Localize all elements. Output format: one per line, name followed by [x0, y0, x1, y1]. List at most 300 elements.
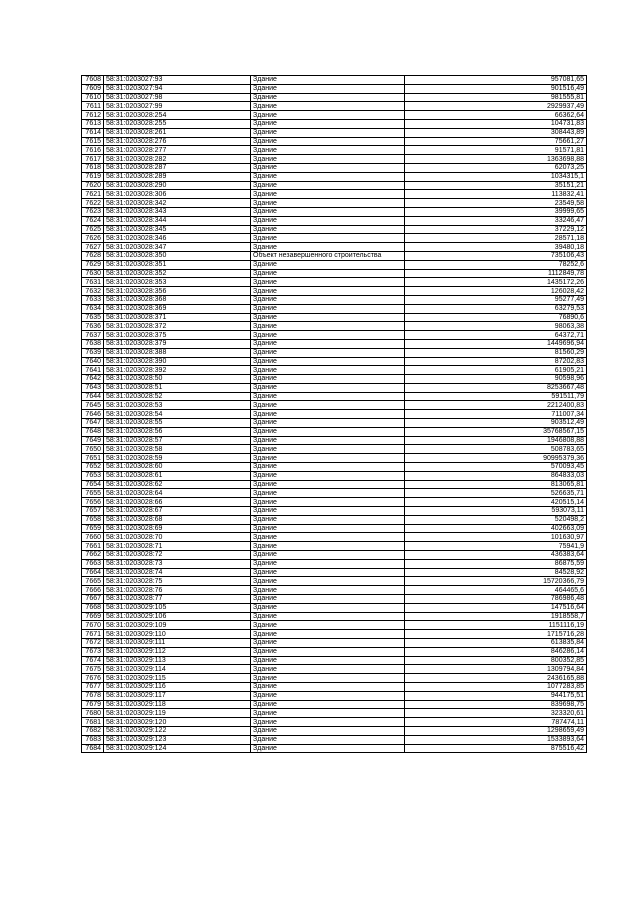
table-row	[82, 251, 587, 260]
cadastral-value: 1363698,88	[405, 155, 587, 164]
row-number: 7640	[82, 357, 104, 366]
cadastral-number: 58:31:0203028:75	[104, 577, 251, 586]
row-number: 7681	[82, 718, 104, 727]
row-number: 7614	[82, 128, 104, 137]
cadastral-value: 1918558,7	[405, 612, 587, 621]
cadastral-number: 58:31:0203027:98	[104, 93, 251, 102]
row-number: 7646	[82, 410, 104, 419]
object-type: Здание	[251, 524, 405, 533]
object-type: Здание	[251, 630, 405, 639]
table-row	[82, 656, 587, 665]
cadastral-number: 58:31:0203028:76	[104, 586, 251, 595]
cadastral-number: 58:31:0203028:352	[104, 269, 251, 278]
row-number: 7647	[82, 419, 104, 428]
cadastral-value: 981555,81	[405, 93, 587, 102]
row-number: 7659	[82, 524, 104, 533]
object-type: Здание	[251, 463, 405, 472]
cadastral-value: 436383,64	[405, 551, 587, 560]
object-type: Здание	[251, 454, 405, 463]
cadastral-value: 526635,71	[405, 489, 587, 498]
table-row	[82, 454, 587, 463]
cadastral-value: 39480,18	[405, 243, 587, 252]
table-row	[82, 524, 587, 533]
cadastral-number: 58:31:0203028:343	[104, 207, 251, 216]
row-number: 7682	[82, 726, 104, 735]
table-row	[82, 331, 587, 340]
cadastral-number: 58:31:0203027:99	[104, 102, 251, 111]
object-type: Здание	[251, 559, 405, 568]
row-number: 7628	[82, 251, 104, 260]
object-type: Здание	[251, 383, 405, 392]
cadastral-number: 58:31:0203028:254	[104, 111, 251, 120]
row-number: 7624	[82, 216, 104, 225]
row-number: 7654	[82, 480, 104, 489]
row-number: 7637	[82, 331, 104, 340]
row-number: 7612	[82, 111, 104, 120]
object-type: Здание	[251, 366, 405, 375]
row-number: 7677	[82, 682, 104, 691]
table-row	[82, 595, 587, 604]
row-number: 7656	[82, 498, 104, 507]
row-number: 7620	[82, 181, 104, 190]
cadastral-value: 87202,83	[405, 357, 587, 366]
table-row	[82, 304, 587, 313]
object-type: Здание	[251, 93, 405, 102]
cadastral-number: 58:31:0203028:342	[104, 199, 251, 208]
object-type: Здание	[251, 76, 405, 85]
row-number: 7610	[82, 93, 104, 102]
cadastral-value: 846286,14	[405, 647, 587, 656]
table-row	[82, 401, 587, 410]
table-row	[82, 463, 587, 472]
cadastral-number: 58:31:0203028:353	[104, 278, 251, 287]
object-type: Здание	[251, 515, 405, 524]
cadastral-value: 593073,11	[405, 507, 587, 516]
row-number: 7633	[82, 295, 104, 304]
table-row	[82, 480, 587, 489]
cadastral-value: 323320,61	[405, 709, 587, 718]
row-number: 7662	[82, 551, 104, 560]
table-row	[82, 489, 587, 498]
cadastral-number: 58:31:0203028:68	[104, 515, 251, 524]
cadastral-value: 875516,42	[405, 744, 587, 753]
cadastral-value: 813065,81	[405, 480, 587, 489]
row-number: 7665	[82, 577, 104, 586]
cadastral-number: 58:31:0203029:115	[104, 674, 251, 683]
row-number: 7630	[82, 269, 104, 278]
row-number: 7642	[82, 375, 104, 384]
table-row	[82, 674, 587, 683]
table-row	[82, 551, 587, 560]
table-row	[82, 542, 587, 551]
object-type: Здание	[251, 339, 405, 348]
cadastral-number: 58:31:0203028:61	[104, 471, 251, 480]
table-row	[82, 278, 587, 287]
row-number: 7667	[82, 595, 104, 604]
cadastral-number: 58:31:0203028:53	[104, 401, 251, 410]
cadastral-number: 58:31:0203028:58	[104, 445, 251, 454]
table-row	[82, 243, 587, 252]
row-number: 7649	[82, 436, 104, 445]
row-number: 7608	[82, 76, 104, 85]
table-row	[82, 348, 587, 357]
cadastral-number: 58:31:0203029:114	[104, 665, 251, 674]
cadastral-value: 1533893,64	[405, 735, 587, 744]
cadastral-number: 58:31:0203028:390	[104, 357, 251, 366]
cadastral-number: 58:31:0203029:124	[104, 744, 251, 753]
object-type: Здание	[251, 181, 405, 190]
table-row	[82, 639, 587, 648]
cadastral-number: 58:31:0203029:119	[104, 709, 251, 718]
table-row	[82, 744, 587, 753]
cadastral-number: 58:31:0203028:289	[104, 172, 251, 181]
table-row	[82, 691, 587, 700]
cadastral-value: 735106,43	[405, 251, 587, 260]
cadastral-number: 58:31:0203028:392	[104, 366, 251, 375]
table-row	[82, 119, 587, 128]
table-row	[82, 507, 587, 516]
table-row	[82, 726, 587, 735]
table-row	[82, 199, 587, 208]
cadastral-value: 308443,89	[405, 128, 587, 137]
cadastral-number: 58:31:0203029:112	[104, 647, 251, 656]
cadastral-value: 8253667,48	[405, 383, 587, 392]
cadastral-value: 786986,48	[405, 595, 587, 604]
cadastral-number: 58:31:0203028:50	[104, 375, 251, 384]
cadastral-number: 58:31:0203028:388	[104, 348, 251, 357]
row-number: 7666	[82, 586, 104, 595]
cadastral-value: 86875,59	[405, 559, 587, 568]
object-type: Здание	[251, 700, 405, 709]
table-row	[82, 410, 587, 419]
object-type: Здание	[251, 234, 405, 243]
cadastral-number: 58:31:0203028:57	[104, 436, 251, 445]
table-row	[82, 287, 587, 296]
table-row	[82, 181, 587, 190]
row-number: 7616	[82, 146, 104, 155]
table-row	[82, 84, 587, 93]
row-number: 7655	[82, 489, 104, 498]
cadastral-number: 58:31:0203028:56	[104, 427, 251, 436]
cadastral-value: 101630,97	[405, 533, 587, 542]
object-type: Здание	[251, 207, 405, 216]
cadastral-number: 58:31:0203028:72	[104, 551, 251, 560]
object-type: Здание	[251, 216, 405, 225]
cadastral-number: 58:31:0203028:276	[104, 137, 251, 146]
cadastral-number: 58:31:0203027:94	[104, 84, 251, 93]
row-number: 7638	[82, 339, 104, 348]
cadastral-number: 58:31:0203028:277	[104, 146, 251, 155]
row-number: 7615	[82, 137, 104, 146]
row-number: 7684	[82, 744, 104, 753]
cadastral-number: 58:31:0203028:255	[104, 119, 251, 128]
cadastral-value: 1715716,28	[405, 630, 587, 639]
cadastral-value: 711007,34	[405, 410, 587, 419]
row-number: 7678	[82, 691, 104, 700]
table-row	[82, 665, 587, 674]
cadastral-value: 35768567,15	[405, 427, 587, 436]
cadastral-number: 58:31:0203028:347	[104, 243, 251, 252]
object-type: Здание	[251, 137, 405, 146]
table-row	[82, 735, 587, 744]
table-row	[82, 375, 587, 384]
table-row	[82, 498, 587, 507]
table-row	[82, 383, 587, 392]
table-row	[82, 172, 587, 181]
cadastral-value: 944175,51	[405, 691, 587, 700]
cadastral-value: 78252,6	[405, 260, 587, 269]
table-row	[82, 515, 587, 524]
row-number: 7625	[82, 225, 104, 234]
cadastral-value: 66362,64	[405, 111, 587, 120]
object-type: Здание	[251, 709, 405, 718]
table-row	[82, 225, 587, 234]
row-number: 7621	[82, 190, 104, 199]
table-row	[82, 366, 587, 375]
object-type: Здание	[251, 436, 405, 445]
cadastral-number: 58:31:0203028:350	[104, 251, 251, 260]
cadastral-value: 63279,53	[405, 304, 587, 313]
table-row	[82, 111, 587, 120]
cadastral-value: 903512,49	[405, 419, 587, 428]
row-number: 7680	[82, 709, 104, 718]
row-number: 7671	[82, 630, 104, 639]
row-number: 7619	[82, 172, 104, 181]
object-type: Здание	[251, 735, 405, 744]
cadastral-value: 37229,12	[405, 225, 587, 234]
row-number: 7648	[82, 427, 104, 436]
cadastral-value: 957081,65	[405, 76, 587, 85]
table-row	[82, 603, 587, 612]
object-type: Здание	[251, 744, 405, 753]
cadastral-value: 64372,71	[405, 331, 587, 340]
object-type: Здание	[251, 612, 405, 621]
object-type: Здание	[251, 480, 405, 489]
row-number: 7651	[82, 454, 104, 463]
cadastral-value: 33246,47	[405, 216, 587, 225]
object-type: Здание	[251, 84, 405, 93]
cadastral-value: 28571,18	[405, 234, 587, 243]
cadastral-value: 591511,79	[405, 392, 587, 401]
table-row	[82, 137, 587, 146]
object-type: Здание	[251, 471, 405, 480]
row-number: 7613	[82, 119, 104, 128]
cadastral-value: 839698,75	[405, 700, 587, 709]
object-type: Здание	[251, 401, 405, 410]
object-type: Здание	[251, 199, 405, 208]
row-number: 7618	[82, 163, 104, 172]
row-number: 7675	[82, 665, 104, 674]
row-number: 7660	[82, 533, 104, 542]
cadastral-number: 58:31:0203028:67	[104, 507, 251, 516]
cadastral-number: 58:31:0203028:64	[104, 489, 251, 498]
cadastral-number: 58:31:0203028:52	[104, 392, 251, 401]
row-number: 7634	[82, 304, 104, 313]
table-row	[82, 260, 587, 269]
row-number: 7644	[82, 392, 104, 401]
cadastral-number: 58:31:0203028:356	[104, 287, 251, 296]
cadastral-number: 58:31:0203028:379	[104, 339, 251, 348]
cadastral-number: 58:31:0203028:369	[104, 304, 251, 313]
cadastral-value: 613835,84	[405, 639, 587, 648]
object-type: Здание	[251, 331, 405, 340]
row-number: 7635	[82, 313, 104, 322]
object-type: Здание	[251, 595, 405, 604]
table-row	[82, 445, 587, 454]
cadastral-number: 58:31:0203029:118	[104, 700, 251, 709]
cadastral-value: 90995379,36	[405, 454, 587, 463]
table-row	[82, 419, 587, 428]
table-row	[82, 102, 587, 111]
cadastral-number: 58:31:0203028:77	[104, 595, 251, 604]
table-row	[82, 700, 587, 709]
cadastral-number: 58:31:0203028:71	[104, 542, 251, 551]
row-number: 7670	[82, 621, 104, 630]
object-type: Здание	[251, 419, 405, 428]
cadastral-number: 58:31:0203028:346	[104, 234, 251, 243]
cadastral-value: 75661,27	[405, 137, 587, 146]
object-type: Здание	[251, 718, 405, 727]
table-row	[82, 190, 587, 199]
cadastral-value: 864833,03	[405, 471, 587, 480]
object-type: Здание	[251, 146, 405, 155]
cadastral-value: 126028,42	[405, 287, 587, 296]
table-row	[82, 269, 587, 278]
cadastral-value: 570093,45	[405, 463, 587, 472]
object-type: Здание	[251, 498, 405, 507]
row-number: 7639	[82, 348, 104, 357]
cadastral-number: 58:31:0203028:290	[104, 181, 251, 190]
cadastral-number: 58:31:0203028:372	[104, 322, 251, 331]
object-type: Здание	[251, 726, 405, 735]
row-number: 7679	[82, 700, 104, 709]
row-number: 7673	[82, 647, 104, 656]
table-row	[82, 427, 587, 436]
object-type: Здание	[251, 172, 405, 181]
object-type: Здание	[251, 533, 405, 542]
cadastral-value: 61905,21	[405, 366, 587, 375]
row-number: 7627	[82, 243, 104, 252]
object-type: Здание	[251, 357, 405, 366]
cadastral-number: 58:31:0203028:66	[104, 498, 251, 507]
table-row	[82, 207, 587, 216]
cadastral-number: 58:31:0203028:282	[104, 155, 251, 164]
object-type: Здание	[251, 621, 405, 630]
table-row	[82, 313, 587, 322]
table-row	[82, 339, 587, 348]
table-row	[82, 568, 587, 577]
table-row	[82, 128, 587, 137]
cadastral-value: 2436165,88	[405, 674, 587, 683]
table-row	[82, 234, 587, 243]
cadastral-number: 58:31:0203028:55	[104, 419, 251, 428]
object-type: Здание	[251, 348, 405, 357]
object-type: Здание	[251, 111, 405, 120]
row-number: 7658	[82, 515, 104, 524]
object-type: Здание	[251, 674, 405, 683]
cadastral-number: 58:31:0203029:111	[104, 639, 251, 648]
cadastral-value: 1435172,26	[405, 278, 587, 287]
row-number: 7622	[82, 199, 104, 208]
object-type: Здание	[251, 551, 405, 560]
table-row	[82, 93, 587, 102]
cadastral-number: 58:31:0203028:51	[104, 383, 251, 392]
table-row	[82, 586, 587, 595]
cadastral-value: 508783,65	[405, 445, 587, 454]
cadastral-value: 104731,83	[405, 119, 587, 128]
row-number: 7664	[82, 568, 104, 577]
cadastral-number: 58:31:0203029:106	[104, 612, 251, 621]
cadastral-number: 58:31:0203028:62	[104, 480, 251, 489]
cadastral-value: 98063,38	[405, 322, 587, 331]
cadastral-value: 1298659,49	[405, 726, 587, 735]
cadastral-number: 58:31:0203028:74	[104, 568, 251, 577]
cadastral-value: 787474,11	[405, 718, 587, 727]
row-number: 7683	[82, 735, 104, 744]
cadastral-value: 464465,6	[405, 586, 587, 595]
table-row	[82, 709, 587, 718]
row-number: 7674	[82, 656, 104, 665]
cadastral-value: 520498,2	[405, 515, 587, 524]
cadastral-number: 58:31:0203029:116	[104, 682, 251, 691]
cadastral-value: 901516,49	[405, 84, 587, 93]
table-row	[82, 621, 587, 630]
cadastral-value: 2212400,83	[405, 401, 587, 410]
cadastral-number: 58:31:0203028:368	[104, 295, 251, 304]
row-number: 7672	[82, 639, 104, 648]
object-type: Здание	[251, 568, 405, 577]
cadastral-value: 76890,6	[405, 313, 587, 322]
object-type: Объект незавершенного строительства	[251, 251, 405, 260]
row-number: 7663	[82, 559, 104, 568]
cadastral-number: 58:31:0203028:351	[104, 260, 251, 269]
object-type: Здание	[251, 163, 405, 172]
table-row	[82, 533, 587, 542]
table-row	[82, 295, 587, 304]
object-type: Здание	[251, 392, 405, 401]
row-number: 7645	[82, 401, 104, 410]
cadastral-value: 62073,25	[405, 163, 587, 172]
object-type: Здание	[251, 155, 405, 164]
cadastral-value: 23549,58	[405, 199, 587, 208]
object-type: Здание	[251, 119, 405, 128]
row-number: 7661	[82, 542, 104, 551]
cadastral-number: 58:31:0203028:345	[104, 225, 251, 234]
row-number: 7611	[82, 102, 104, 111]
cadastral-number: 58:31:0203028:54	[104, 410, 251, 419]
cadastral-value: 1946808,88	[405, 436, 587, 445]
object-type: Здание	[251, 542, 405, 551]
table-row	[82, 216, 587, 225]
cadastral-number: 58:31:0203029:110	[104, 630, 251, 639]
object-type: Здание	[251, 489, 405, 498]
object-type: Здание	[251, 260, 405, 269]
row-number: 7652	[82, 463, 104, 472]
table-row	[82, 436, 587, 445]
row-number: 7676	[82, 674, 104, 683]
object-type: Здание	[251, 410, 405, 419]
row-number: 7623	[82, 207, 104, 216]
object-type: Здание	[251, 647, 405, 656]
table-row	[82, 559, 587, 568]
table-row	[82, 163, 587, 172]
cadastral-value: 1449696,94	[405, 339, 587, 348]
object-type: Здание	[251, 577, 405, 586]
cadastral-number: 58:31:0203028:344	[104, 216, 251, 225]
object-type: Здание	[251, 656, 405, 665]
row-number: 7668	[82, 603, 104, 612]
cadastral-number: 58:31:0203028:70	[104, 533, 251, 542]
